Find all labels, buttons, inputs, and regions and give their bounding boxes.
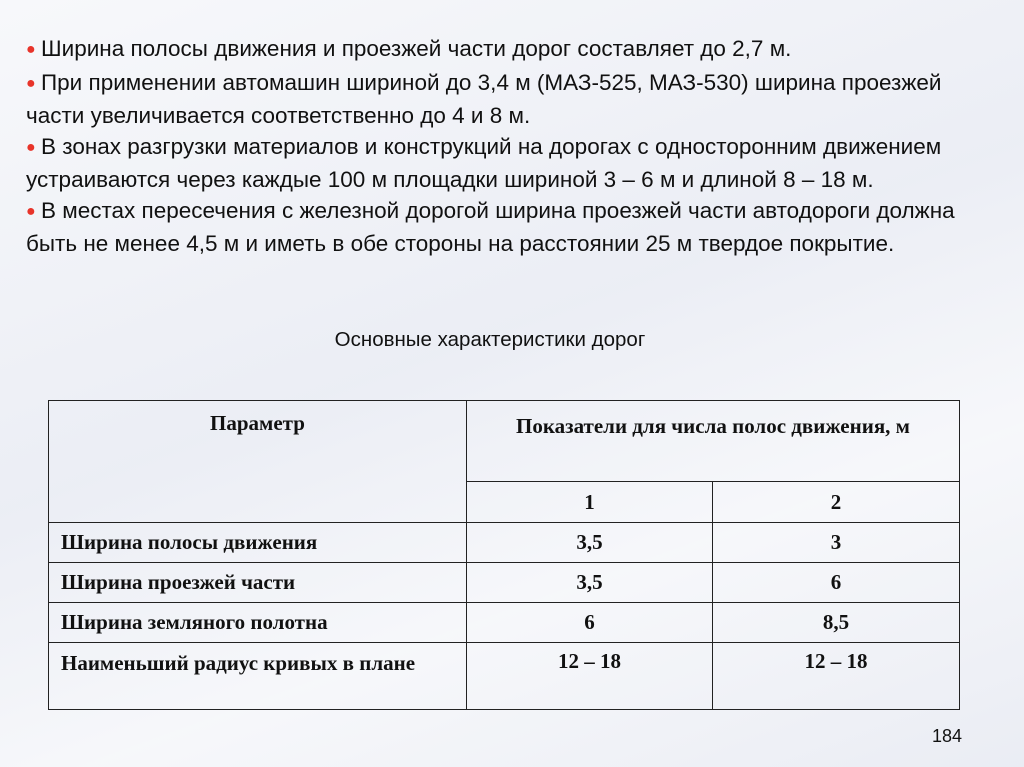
table-row — [49, 603, 960, 643]
header-lane-count-2: 2 — [713, 482, 960, 523]
cell-value: 3,5 — [467, 523, 713, 563]
bullet-text: В местах пересечения с железной дорогой ширина проезжей части автодороги должна быть не менее 4,5 м и иметь в обе стороны на расстоянии 25 м твердое покрытие. — [26, 197, 955, 256]
row-label: Ширина проезжей части — [49, 563, 467, 603]
bullet-text: В зонах разгрузки материалов и конструкций на дорогах с односторонним движением устраиваются через каждые 100 м площадки шириной 3 – 6 м и длиной 8 – 18 м. — [26, 133, 942, 192]
cell-value: 3 — [713, 523, 960, 563]
bullet-item — [26, 196, 986, 260]
bullet-text: Ширина полосы движения и проезжей части дорог составляет до 2,7 м. — [41, 36, 792, 61]
bullet-item — [26, 68, 986, 132]
table-row — [49, 643, 960, 710]
road-characteristics-table — [48, 400, 960, 710]
cell-value: 12 – 18 — [467, 643, 713, 710]
cell-value: 6 — [467, 603, 713, 643]
bullet-dot-icon: ● — [26, 74, 36, 92]
bullet-dot-icon: ● — [26, 41, 36, 58]
row-label: Ширина земляного полотна — [49, 603, 467, 643]
table-caption: Основные характеристики дорог — [334, 328, 646, 351]
bullet-item — [26, 34, 986, 68]
cell-value: 3,5 — [467, 563, 713, 603]
table-row — [49, 563, 960, 603]
cell-value: 8,5 — [713, 603, 960, 643]
bullet-text: При применении автомашин шириной до 3,4 м (МАЗ-525, МАЗ-530) ширина проезжей части увеличивается соответственно до 4 и 8 м. — [26, 69, 942, 128]
cell-value: 12 – 18 — [713, 643, 960, 710]
header-lane-count-1: 1 — [467, 482, 713, 523]
header-parameter: Параметр — [49, 401, 467, 523]
row-label: Ширина полосы движения — [49, 523, 467, 563]
cell-value: 6 — [713, 563, 960, 603]
bullet-dot-icon: ● — [26, 138, 36, 156]
bullet-dot-icon: ● — [26, 202, 36, 220]
row-label: Наименьший радиус кривых в плане — [49, 643, 467, 710]
page-number: 184 — [931, 726, 962, 746]
table-row — [49, 523, 960, 563]
bullet-item — [26, 132, 986, 196]
header-lane-indicators: Показатели для числа полос движения, м — [467, 401, 960, 482]
bullet-list — [26, 34, 986, 260]
